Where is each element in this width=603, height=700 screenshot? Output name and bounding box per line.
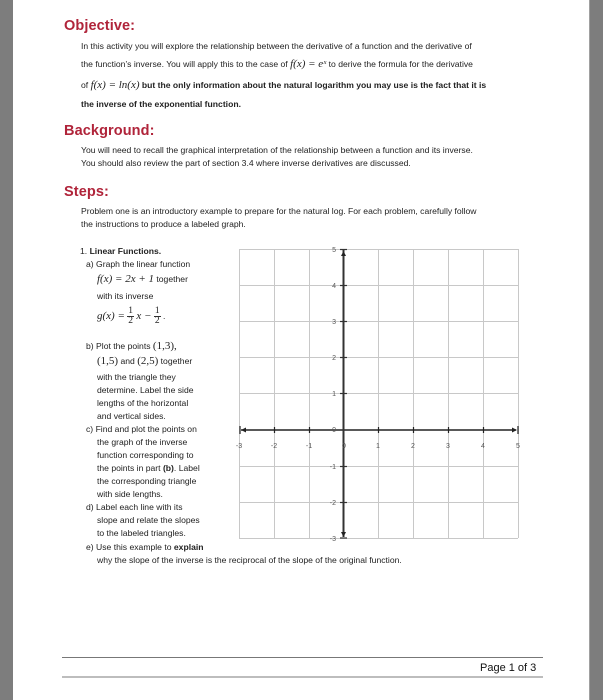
x-tick-label: 2: [411, 443, 415, 450]
grid-lines: [239, 249, 519, 539]
steps-heading: Steps:: [64, 184, 109, 200]
page-number: Page 1 of 3: [480, 662, 537, 674]
objective-text-line4: the inverse of the exponential function.: [81, 99, 241, 109]
part-c-line5: the corresponding triangle: [97, 476, 197, 486]
part-b-line5: lengths of the horizontal: [97, 398, 189, 408]
math-x-minus: x −: [136, 310, 152, 322]
background-heading: Background:: [64, 123, 155, 139]
x-tick-label: 5: [516, 443, 520, 450]
background-text-line1: You will need to recall the graphical interpretation of the relationship between a function and its inverse.: [81, 145, 473, 155]
point-1-5: (1,5): [97, 355, 119, 367]
part-a-line3: with its inverse: [97, 291, 154, 301]
part-c-line6: with side lengths.: [97, 489, 163, 499]
objective-line3-text: of: [81, 80, 89, 90]
together-text: together: [160, 356, 193, 366]
part-b-reference: (b): [162, 463, 174, 473]
math-ln-function: f(x) = ln(x): [90, 79, 140, 91]
x-tick-label: -1: [305, 443, 313, 450]
footer-bottom-rule: [62, 676, 543, 678]
fraction-denominator: 2: [154, 316, 160, 327]
objective-line2-text: the function’s inverse. You will apply this to the case of: [81, 59, 288, 69]
part-a-together: together: [156, 274, 188, 284]
fraction-numerator: 1: [128, 306, 134, 317]
y-tick-label: 4: [332, 283, 336, 290]
part-a-text: Graph the linear function: [96, 259, 191, 269]
part-e-label: e): [86, 542, 94, 552]
y-tick-label: -1: [329, 464, 336, 471]
math-f-linear: f(x) = 2x + 1: [97, 273, 154, 285]
x-tick-label: 3: [446, 443, 450, 450]
objective-line3-bold: but the only information about the natural logarithm you may use is the fact that it is: [141, 80, 487, 90]
y-tick-label: -3: [329, 536, 336, 543]
part-d-label: d): [86, 502, 94, 512]
period: .: [163, 311, 166, 321]
part-c-line4-tail: . Label: [173, 463, 200, 473]
problem-number: 1.: [80, 246, 88, 256]
y-tick-label: 3: [332, 319, 336, 326]
steps-text-line1: Problem one is an introductory example to prepare for the natural log. For each problem, carefully follow: [81, 206, 477, 216]
y-tick-label: 1: [332, 391, 336, 398]
x-tick-label: -3: [235, 443, 243, 450]
x-tick-label: -2: [270, 443, 278, 450]
part-a-label: a): [86, 259, 94, 269]
x-axis: [240, 426, 518, 434]
math-exp-function: f(x) = eˣ: [290, 58, 327, 70]
steps-text-line2: the instructions to produce a labeled graph.: [81, 219, 246, 229]
part-c-line3: function corresponding to: [97, 450, 194, 460]
part-b-line6: and vertical sides.: [97, 411, 166, 421]
part-c-label: c): [86, 424, 94, 434]
objective-line2-tail: to derive the formula for the derivative: [328, 59, 473, 69]
background-text-line2: You should also review the part of section 3.4 where inverse derivatives are discussed.: [81, 158, 411, 168]
part-b-line3: with the triangle they: [97, 372, 176, 382]
x-tick-label: 4: [481, 443, 485, 450]
part-b-label: b): [86, 341, 94, 351]
y-axis: [340, 250, 347, 539]
problem-title: Linear Functions.: [89, 246, 162, 256]
part-d-text: Label each line with its: [96, 502, 183, 512]
part-c-text: Find and plot the points on: [95, 424, 197, 434]
part-e-explain: explain: [173, 542, 204, 552]
footer-top-rule: [62, 657, 543, 658]
fraction-numerator: 1: [154, 306, 160, 317]
x-tick-label: 0: [342, 443, 346, 450]
part-b-line4: determine. Label the side: [97, 385, 194, 395]
point-1-3: (1,3),: [152, 340, 177, 352]
y-tick-label: -2: [329, 500, 336, 507]
objective-heading: Objective:: [64, 18, 136, 34]
part-d-line3: to the labeled triangles.: [97, 528, 186, 538]
part-d-line2: slope and relate the slopes: [97, 515, 200, 525]
point-2-5: (2,5): [137, 355, 159, 367]
math-g-label: g(x) =: [97, 310, 125, 322]
fraction-denominator: 2: [128, 316, 134, 327]
y-tick-label: 2: [332, 355, 336, 362]
y-tick-label: 0: [332, 427, 336, 434]
part-e-text: Use this example to: [96, 542, 172, 552]
part-c-line4-text: the points in part: [97, 463, 161, 473]
part-c-line2: the graph of the inverse: [97, 437, 188, 447]
x-tick-label: 1: [376, 443, 380, 450]
y-tick-label: 5: [332, 247, 336, 254]
part-b-text: Plot the points: [96, 341, 151, 351]
and-text: and: [120, 356, 135, 366]
objective-text-line1: In this activity you will explore the relationship between the derivative of a function and the derivative of: [81, 41, 472, 51]
part-e-line2: why the slope of the inverse is the reciprocal of the slope of the original function.: [97, 555, 402, 565]
